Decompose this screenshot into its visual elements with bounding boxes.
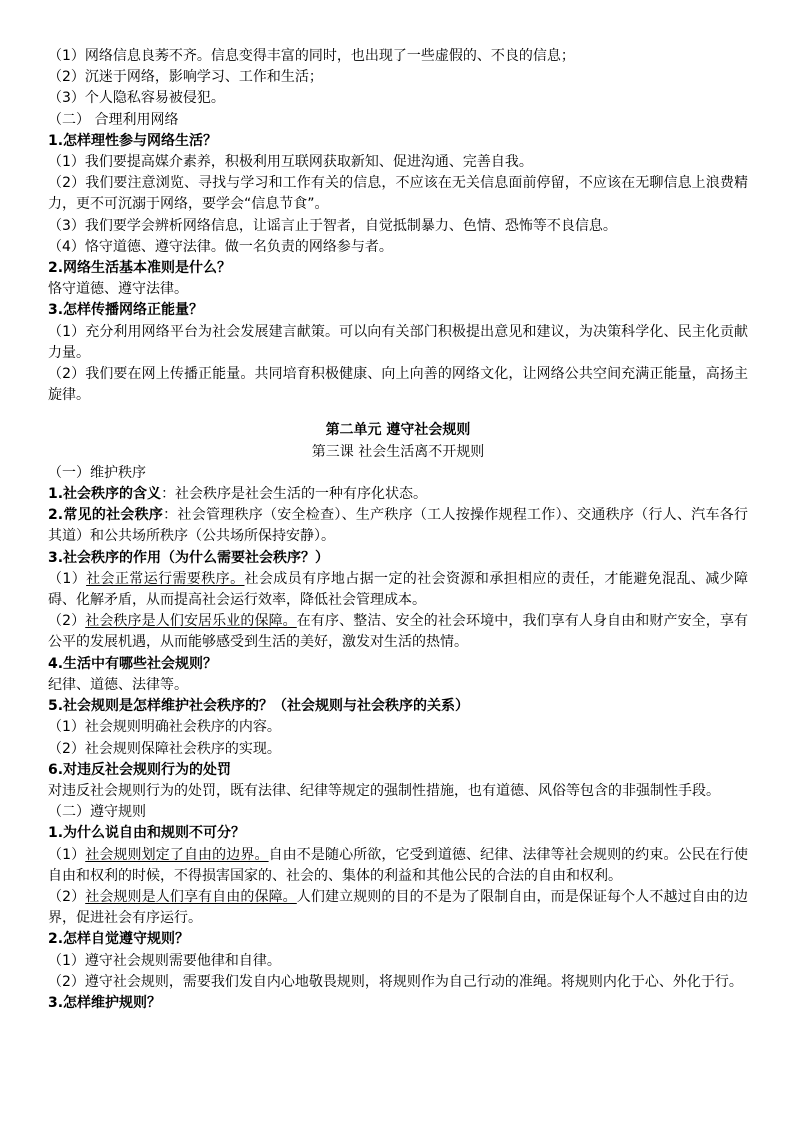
item-number: （2） — [48, 888, 86, 905]
term-label: 1.社会秩序的含义 — [48, 486, 162, 503]
key-point: 社会正常运行需要秩序。 — [86, 570, 245, 587]
paragraph: 对违反社会规则行为的处罚，既有法律、纪律等规定的强制性措施，也有道德、风俗等包含的非强制性手段。 — [48, 782, 720, 799]
section-heading: （二）遵守规则 — [48, 804, 146, 821]
term-text: ：社会管理秩序（安全检查）、生产秩序（工人按操作规程工作）、交通秩序（行人、汽车各行其道）和公共场所秩序（公共场所保持安静）。 — [48, 507, 748, 545]
lesson-title: 第三课 社会生活离不开规则 — [311, 443, 485, 460]
paragraph — [48, 569, 748, 611]
item-text: 在有序、整洁、安全的社会环境中，我们享有人身自由和财产安全，享有公平的发展机遇，从而能够感受到生活的美好，激发对生活的热情。 — [48, 613, 748, 651]
paragraph: （1）我们要提高媒介素养，积极利用互联网获取新知、促进沟通、完善自我。 — [48, 154, 533, 171]
paragraph: （3）我们要学会辨析网络信息，让谣言止于智者，自觉抵制暴力、色情、恐怖等不良信息。 — [48, 217, 617, 234]
item-text: 自由不是随心所欲，它受到道德、纪律、法律等社会规则的约束。公民在行使自由和权利的时候，不得损害国家的、社会的、集体的利益和其他公民的合法的自由和权利。 — [48, 846, 748, 884]
key-point: 社会秩序是人们安居乐业的保障。 — [85, 613, 297, 630]
paragraph — [48, 611, 748, 653]
term-text: ：社会秩序是社会生活的一种有序化状态。 — [161, 486, 428, 503]
question-heading: 1.为什么说自由和规则不可分？ — [48, 825, 246, 842]
paragraph: （1）社会规则明确社会秩序的内容。 — [48, 719, 281, 736]
question-heading: 3.怎样传播网络正能量？ — [48, 302, 204, 319]
paragraph: （2）遵守社会规则，需要我们发自内心地敬畏规则，将规则作为自己行动的准绳。将规则内化于心、外化于行。 — [48, 973, 743, 990]
paragraph: （3）个人隐私容易被侵犯。 — [48, 90, 225, 107]
paragraph — [48, 845, 748, 887]
paragraph: （2）沉迷于网络，影响学习、工作和生活； — [48, 69, 323, 86]
question-heading: 1.怎样理性参与网络生活？ — [48, 132, 218, 149]
paragraph: （2）我们要在网上传播正能量。共同培育积极健康、向上向善的网络文化，让网络公共空间充满正能量，高扬主旋律。 — [48, 366, 748, 404]
term-label: 2.常见的社会秩序 — [48, 507, 164, 524]
question-heading: 2.网络生活基本准则是什么？ — [48, 260, 232, 277]
paragraph: （1）充分利用网络平台为社会发展建言献策。可以向有关部门积极提出意见和建议，为决策科学化、民主化贡献力量。 — [48, 323, 748, 361]
item-text: 社会成员有序地占据一定的社会资源和承担相应的责任，才能避免混乱、减少障碍、化解矛盾，从而提高社会运行效率，降低社会管理成本。 — [48, 570, 748, 609]
question-heading: 3.社会秩序的作用（为什么需要社会秩序？） — [48, 549, 330, 566]
question-heading: 5.社会规则是怎样维护社会秩序的？（社会规则与社会秩序的关系） — [48, 698, 470, 715]
section-heading: （二） 合理利用网络 — [48, 111, 179, 128]
paragraph: （2）社会规则保障社会秩序的实现。 — [48, 740, 281, 757]
key-point: 社会规则是人们享有自由的保障。 — [85, 888, 297, 905]
question-heading: 2.怎样自觉遵守规则？ — [48, 931, 190, 948]
question-heading: 6.对违反社会规则行为的处罚 — [48, 761, 232, 778]
paragraph: （1）遵守社会规则需要他律和自律。 — [48, 952, 281, 969]
paragraph — [48, 484, 748, 505]
item-number: （1） — [48, 846, 86, 863]
paragraph — [48, 887, 748, 929]
paragraph: （4）恪守道德、遵守法律。做一名负责的网络参与者。 — [48, 238, 393, 255]
unit-title: 第二单元 遵守社会规则 — [325, 422, 471, 439]
paragraph: 纪律、道德、法律等。 — [48, 676, 188, 693]
question-heading: 3.怎样维护规则？ — [48, 994, 162, 1011]
item-text: 人们建立规则的目的不是为了限制自由，而是保证每个人不越过自由的边界，促进社会有序运行。 — [48, 888, 748, 927]
paragraph: （2）我们要注意浏览、寻找与学习和工作有关的信息，不应该在无关信息面前停留，不应该在无聊信息上浪费精力，更不可沉溺于网络，要学会“信息节食”。 — [48, 175, 748, 213]
item-number: （2） — [48, 613, 86, 630]
section-heading: （一）维护秩序 — [48, 464, 146, 481]
key-point: 社会规则划定了自由的边界。 — [85, 846, 269, 863]
question-heading: 4.生活中有哪些社会规则？ — [48, 655, 218, 672]
paragraph: （1）网络信息良莠不齐。信息变得丰富的同时，也出现了一些虚假的、不良的信息； — [48, 48, 575, 64]
paragraph: 恪守道德、遵守法律。 — [48, 281, 188, 298]
paragraph — [48, 505, 748, 547]
item-number: （1） — [48, 570, 87, 587]
